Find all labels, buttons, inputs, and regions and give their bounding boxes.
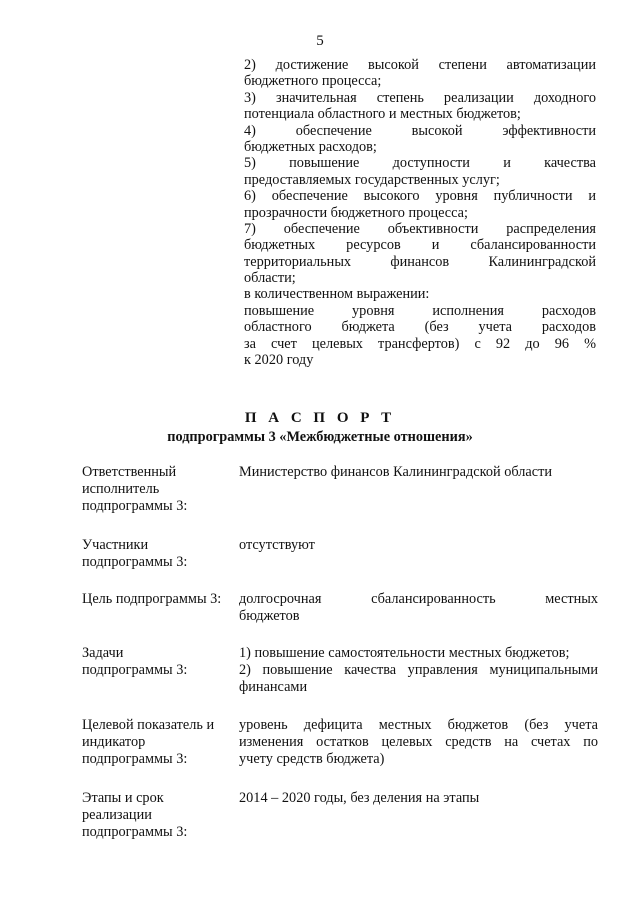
upper-text-block (244, 57, 596, 368)
upper-text-line: бюджетных ресурсов и сбалансированности (244, 237, 596, 254)
passport-value-line: учету средств бюджета) (239, 751, 385, 767)
passport-label-line: Этапы и срок (82, 790, 164, 806)
upper-text-line: в количественном выражении: (244, 286, 430, 303)
upper-text-line: 2) достижение высокой степени автоматизации (244, 57, 596, 73)
passport-value-line: 2014 – 2020 годы, без деления на этапы (239, 790, 480, 806)
passport-row-label (82, 717, 234, 768)
passport-value-line: уровень дефицита местных бюджетов (без учета (239, 717, 598, 733)
passport-row-value (239, 537, 598, 554)
passport-row-label (82, 790, 234, 841)
upper-text-line: повышение уровня исполнения расходов (244, 302, 596, 319)
passport-value-line: изменения остатков целевых средств на счетах по (239, 734, 598, 750)
passport-value-line: отсутствуют (239, 537, 315, 553)
upper-text-line: 6) обеспечение высокого уровня публичности и (244, 188, 596, 205)
passport-value-line: долгосрочная сбалансированность местных (239, 591, 598, 607)
passport-row-label (82, 464, 234, 515)
passport-label-line: Цель подпрограммы 3: (82, 591, 222, 607)
passport-subtitle: подпрограммы 3 «Межбюджетные отношения» (167, 429, 473, 445)
upper-text-line: потенциала областного и местных бюджетов; (244, 106, 521, 123)
passport-label-line: подпрограммы 3: (82, 554, 188, 570)
passport-row-label (82, 645, 234, 679)
passport-row-value (239, 464, 598, 481)
upper-text-line: областного бюджета (без учета расходов (244, 319, 596, 336)
upper-text-line: за счет целевых трансфертов) с 92 до 96 % (244, 335, 596, 352)
passport-row-label (82, 591, 234, 608)
passport-label-line: подпрограммы 3: (82, 824, 188, 840)
passport-row-value (239, 717, 598, 768)
passport-label-line: подпрограммы 3: (82, 751, 188, 767)
passport-title: П А С П О Р Т (244, 410, 396, 426)
upper-text-line: к 2020 году (244, 352, 314, 369)
passport-label-line: Ответственный (82, 464, 177, 480)
passport-label-line: индикатор (82, 734, 146, 750)
passport-row-label (82, 537, 234, 571)
upper-text-line: бюджетных расходов; (244, 138, 377, 155)
passport-label-line: Целевой показатель и (82, 717, 215, 733)
passport-row-value (239, 591, 598, 625)
passport-label-line: исполнитель (82, 481, 160, 497)
upper-text-line: предоставляемых государственных услуг; (244, 171, 500, 188)
passport-row-value (239, 645, 598, 696)
upper-text-line: территориальных финансов Калининградской (244, 253, 596, 270)
passport-label-line: подпрограммы 3: (82, 662, 188, 678)
passport-label-line: реализации (82, 807, 152, 823)
upper-text-line: 5) повышение доступности и качества (244, 155, 596, 172)
passport-value-line: финансами (239, 679, 308, 695)
passport-label-line: Участники (82, 537, 149, 553)
passport-label-line: Задачи (82, 645, 124, 661)
upper-text-line: 3) значительная степень реализации доходного (244, 89, 596, 106)
passport-value-line: 1) повышение самостоятельности местных бюджетов; (239, 645, 570, 661)
upper-text-line: 7) обеспечение объективности распределения (244, 220, 596, 237)
upper-text-line: области; (244, 270, 296, 287)
passport-value-line: Министерство финансов Калининградской области (239, 464, 553, 480)
passport-label-line: подпрограммы 3: (82, 498, 188, 514)
page-number: 5 (316, 33, 324, 49)
upper-text-line: 4) обеспечение высокой эффективности (244, 122, 596, 139)
passport-row-value (239, 790, 598, 807)
upper-text-line: бюджетного процесса; (244, 73, 382, 90)
passport-value-line: бюджетов (239, 608, 300, 624)
passport-value-line: 2) повышение качества управления муниципальными (239, 662, 598, 678)
upper-text-line: прозрачности бюджетного процесса; (244, 204, 468, 221)
